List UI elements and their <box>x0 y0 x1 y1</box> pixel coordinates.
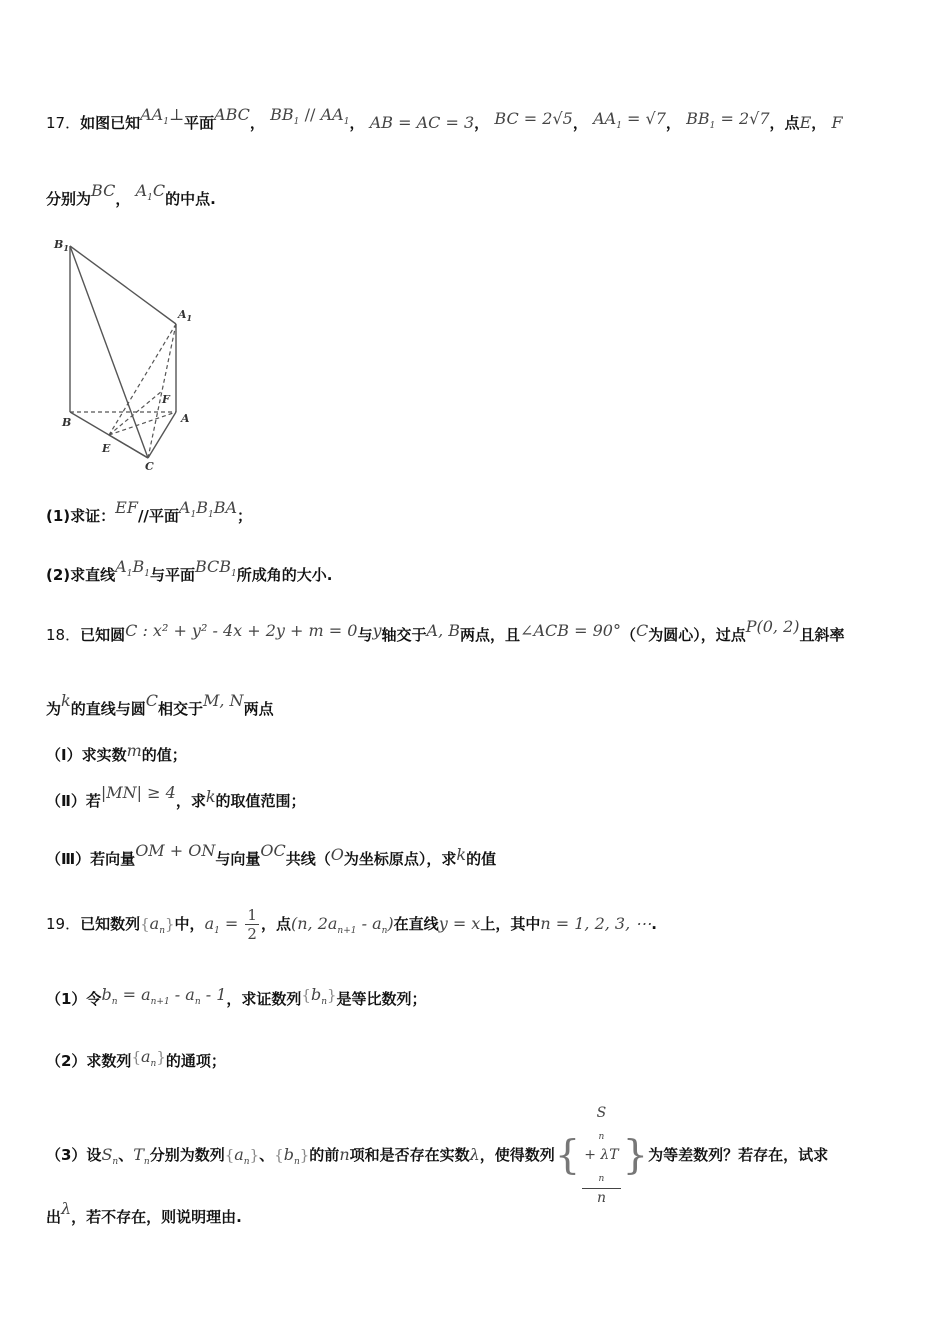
part-label: （Ⅲ）若向量 <box>46 850 136 868</box>
semicolon: ； <box>237 507 253 525</box>
math-bn: $b_n$ <box>310 985 327 1008</box>
q19-text: ，点 <box>260 915 291 933</box>
math-bcb1: $BCB_1$ <box>194 557 237 580</box>
q17-text: 与平面 <box>149 566 195 584</box>
comma: ， <box>249 114 265 132</box>
q18-line1 <box>46 617 845 645</box>
math-ab: A, B <box>426 621 461 640</box>
math-a1: $a_1$ = <box>204 914 244 937</box>
q18-text: （ <box>620 626 636 644</box>
fraction-sequence: S $_n$ + λT $_n$ n <box>584 1105 619 1206</box>
math-oc: OC <box>260 841 286 860</box>
q17-text: 所成角的大小. <box>236 566 333 584</box>
q19-text: ，若不存在，则说明理由. <box>71 1208 242 1226</box>
fraction-one-half: $\frac{1}{2}$ <box>247 906 257 943</box>
q19-text: 出 <box>46 1208 62 1226</box>
q17-text: //平面 <box>137 507 179 525</box>
math-aa1b: $AA_1$ <box>320 105 350 128</box>
math-ab-ac: AB = AC = 3 <box>369 113 475 132</box>
q19-text: ，求证数列 <box>226 990 302 1008</box>
math-k: k <box>205 787 216 806</box>
math-lambda: λ <box>469 1144 480 1164</box>
part-label: （3）设 <box>46 1145 102 1164</box>
math-o: O <box>330 845 344 864</box>
q18-text: 的值； <box>141 746 187 764</box>
q18-part3 <box>46 841 497 869</box>
math-point: (n, $2a_{n+1} - a_n$) <box>290 914 394 937</box>
period: . <box>651 915 657 933</box>
q17-number: 17． <box>46 114 81 132</box>
comma: ， <box>474 114 490 132</box>
q18-text: 两点，且 <box>460 626 521 644</box>
q18-text: 已知圆 <box>80 626 126 644</box>
math-sn: $S_n$ <box>101 1144 119 1167</box>
comma: ， <box>115 190 131 208</box>
q19-last-line <box>46 1199 242 1227</box>
label-b: B <box>62 416 72 429</box>
q19-part3: （3）设$S_n$、$T_n$分别为数列$\{a_n\}$、$\{b_n\}$的前n项和是否存在实数λ，使得数列{ S $_n$ + λT $_n$ n }为等差数列？若存在，试求 <box>46 1105 829 1206</box>
math-circle-eq: C : x² + y² - 4x + 2y + m = 0 <box>125 621 358 640</box>
math-om-on: OM + ON <box>135 841 216 860</box>
math-e: E <box>799 113 812 132</box>
math-a1b1ba: $A_1B_1BA$ <box>178 498 238 521</box>
label-c: C <box>145 460 154 473</box>
math-a1c: $A_1C$ <box>135 181 166 204</box>
edge-a1-c <box>148 324 176 458</box>
label-e: E <box>102 442 111 455</box>
parallel-symbol: // <box>304 105 316 124</box>
math-a1b1: $A_1B_1$ <box>115 557 150 580</box>
separator: 、 <box>118 1145 134 1164</box>
q19-part1: （1）令$b_n = a_{n+1} - a_n - 1$，求证数列$\{b_n\}$是等比数列； <box>46 985 427 1008</box>
comma: ， <box>811 114 827 132</box>
math-k: k <box>61 691 71 710</box>
q17-text: 的中点. <box>165 190 216 208</box>
edge-e-c <box>109 435 148 458</box>
part-label: （Ⅱ）若 <box>46 792 101 810</box>
math-bb1-len: $BB_1 = 2√7$ <box>686 109 770 132</box>
math-an: $a_n$ <box>141 1047 157 1070</box>
q19-text: 的通项； <box>165 1052 226 1070</box>
math-bn-def: $b_n = a_{n+1} - a_n - 1$ <box>101 985 227 1008</box>
q18-text: 与向量 <box>215 850 261 868</box>
q19-line1: 19．已知数列$\{a_n\}$中，$a_1$ = $\frac{1}{2}$ ，点(n, $2a_{n+1} - a_n$)在直线y = x上，其中n = 1, 2, 3, ⋯. <box>46 906 657 943</box>
q18-number: 18． <box>46 626 81 644</box>
q19-text: 在直线 <box>393 915 439 933</box>
q18-text: 的取值范围； <box>215 792 306 810</box>
math-c: C <box>145 691 158 710</box>
math-an: $a_n$ <box>234 1144 250 1167</box>
q17-text: 分别为 <box>46 190 92 208</box>
label-f: F <box>162 393 170 406</box>
q19-number: 19． <box>46 915 81 933</box>
q19-text: 已知数列 <box>80 915 141 933</box>
edge-b1-a1 <box>70 246 176 324</box>
math-bc: BC = 2√5 <box>494 109 573 128</box>
math-abc: ABC <box>214 105 250 124</box>
edge-e-a <box>109 412 176 435</box>
label-b1: $B_1$ <box>54 238 69 253</box>
q19-text: 为等差数列？若存在，试求 <box>648 1145 829 1164</box>
q18-part2 <box>46 783 306 811</box>
q19-text: 是等比数列； <box>336 990 427 1008</box>
part-label: (2)求直线 <box>46 566 116 584</box>
math-bb1: $BB_1$ <box>270 105 300 128</box>
label-a1: $A_1$ <box>178 308 193 323</box>
math-tn: $T_n$ <box>133 1144 150 1167</box>
perp-symbol: ⊥ <box>168 105 184 124</box>
q18-text: 与 <box>357 626 373 644</box>
q17-part1 <box>46 498 253 528</box>
q17-line1 <box>46 105 843 135</box>
q19-part2: （2）求数列$\{a_n\}$的通项； <box>46 1047 226 1070</box>
q18-text: 两点 <box>243 700 274 718</box>
q18-text: 为圆心），过点 <box>648 626 746 644</box>
q18-text: 且斜率 <box>799 626 845 644</box>
math-mn: M, N <box>203 691 244 710</box>
math-an: $a_n$ <box>149 914 165 937</box>
q18-text: 为 <box>46 700 62 718</box>
q19-text: 上，其中 <box>480 915 541 933</box>
q17-part2 <box>46 557 333 587</box>
math-lambda: λ <box>61 1199 72 1218</box>
q19-text: 分别为数列 <box>149 1145 225 1164</box>
q19-text: ，使得数列 <box>479 1145 555 1164</box>
part-label: (1)求证： <box>46 507 116 525</box>
label-a: A <box>181 412 190 425</box>
q18-line2 <box>46 691 274 719</box>
math-aa1: $AA_1$ <box>140 105 169 128</box>
q17-text: 如图已知 <box>80 114 141 132</box>
q18-text: 的直线与圆 <box>70 700 146 718</box>
comma: ， <box>572 114 588 132</box>
q18-text: 轴交于 <box>381 626 427 644</box>
comma: ， <box>665 114 681 132</box>
math-bn: $b_n$ <box>283 1144 300 1167</box>
math-line: y = x <box>438 914 481 933</box>
part-label: （1）令 <box>46 990 102 1008</box>
math-y: y <box>372 621 382 640</box>
q18-text: 相交于 <box>157 700 203 718</box>
q18-text: 共线（ <box>285 850 331 868</box>
math-f: F <box>831 113 843 132</box>
math-n: n <box>339 1144 350 1164</box>
prism-figure <box>50 232 210 477</box>
math-ef: EF <box>115 498 138 517</box>
math-angle: ∠ACB = 90° <box>520 621 621 640</box>
math-bc2: BC <box>91 181 116 200</box>
math-k: k <box>456 845 467 864</box>
math-mn-ineq: |MN| ≥ 4 <box>100 783 176 802</box>
q19-text: 项和是否存在实数 <box>349 1145 470 1164</box>
q18-text: 的值 <box>466 850 497 868</box>
math-aa1-len: $AA_1 = √7$ <box>593 109 666 132</box>
math-m: m <box>126 741 142 760</box>
part-label: （2）求数列 <box>46 1052 132 1070</box>
q19-text: 中， <box>174 915 205 933</box>
q17-line2 <box>46 181 216 211</box>
math-c: C <box>635 621 649 640</box>
q19-text: 的前 <box>309 1145 340 1164</box>
math-point-p: P(0, 2) <box>745 617 800 636</box>
q17-text: ，点 <box>769 114 800 132</box>
q17-text: 平面 <box>184 114 215 132</box>
separator: 、 <box>259 1145 275 1164</box>
q18-part1 <box>46 741 187 765</box>
part-label: （Ⅰ）求实数 <box>46 746 127 764</box>
comma: ， <box>349 114 365 132</box>
q18-text: 为坐标原点），求 <box>343 850 457 868</box>
math-n-range: n = 1, 2, 3, ⋯ <box>540 914 652 933</box>
q18-text: ，求 <box>175 792 206 810</box>
